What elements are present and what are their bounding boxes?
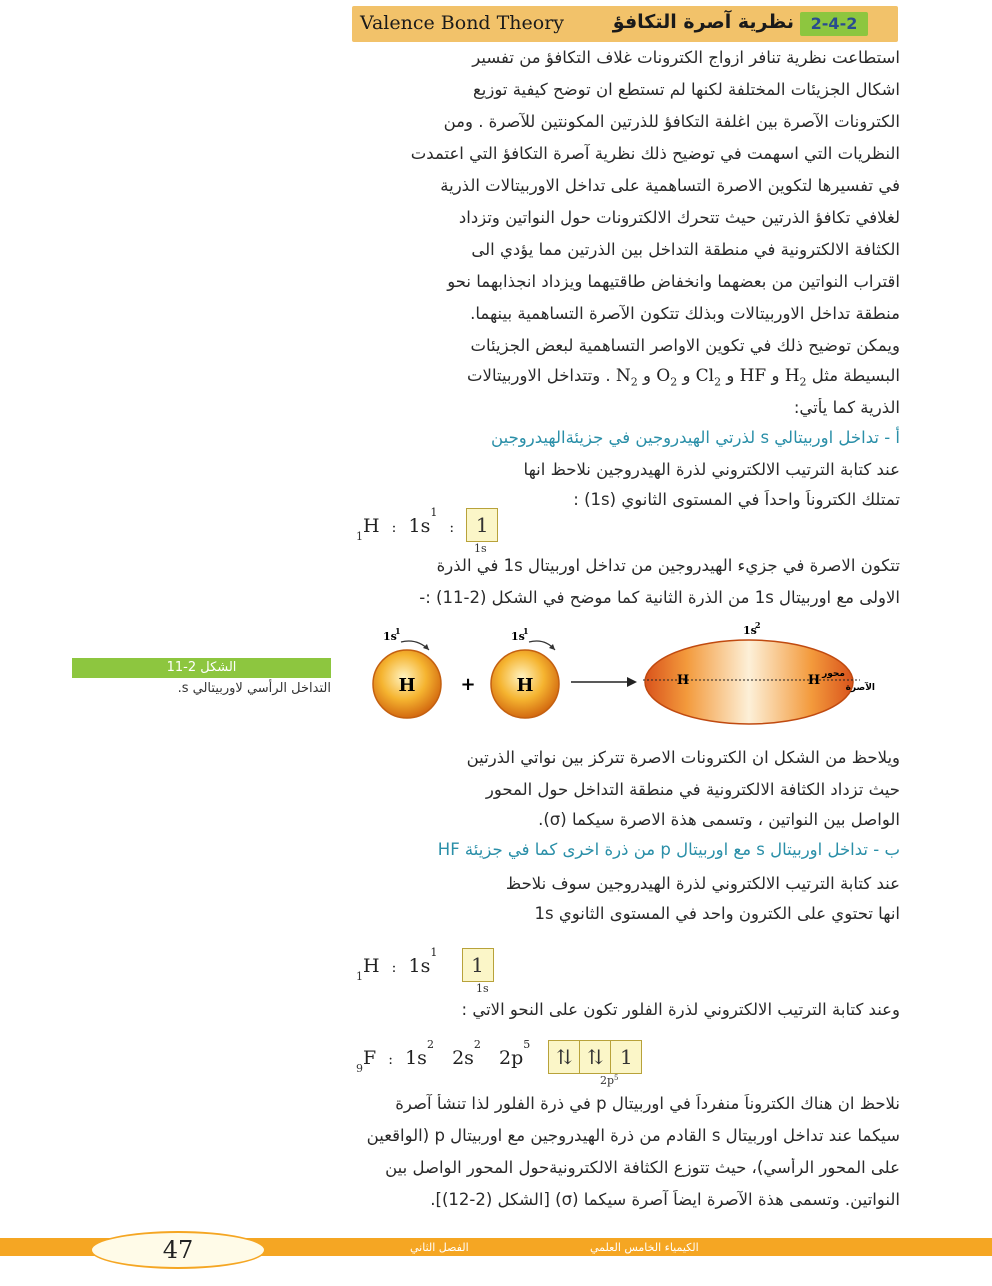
text-line: على المحور الرأسي)، حيث تتوزع الكثافة الالكترونيةحول المحور الواصل بين xyxy=(385,1158,900,1177)
orbital-box: ⇅ xyxy=(580,1040,611,1074)
orbital-box-label: $2p^5$ xyxy=(600,1074,619,1087)
h-electron-config-b: $_1$H : $1s^1$ 1 xyxy=(356,948,494,982)
text-line: تتكون الاصرة في جزيء الهيدروجين من تداخل اوربيتال 1s في الذرة xyxy=(436,556,900,575)
heading-title-en: Valence Bond Theory xyxy=(360,12,565,34)
text-line: تمتلك الكتروناً واحداً في المستوى الثانوي (1s) : xyxy=(573,490,900,509)
text-line: اقتراب النواتين من بعضهما وانخفاض طاقتيهما ويزداد انجذابهما نحو xyxy=(447,272,900,291)
footer-book-title: الكيمياء الخامس العلمي xyxy=(590,1241,699,1254)
orbital-box: 1 xyxy=(462,948,494,982)
text-line: نلاحظ ان هناك الكتروناً منفرداً في اوربيتال p في ذرة الفلور لذا تنشأ آصرة xyxy=(395,1094,900,1113)
atom-label: H xyxy=(398,675,416,696)
orbital-box: 1 xyxy=(466,508,498,542)
text-line: اشكال الجزيئات المختلفة لكنها لم تستطع ان توضح كيفية توزيع xyxy=(473,80,900,99)
text-line: استطاعت نظرية تنافر ازواج الكترونات غلاف التكافؤ من تفسير xyxy=(472,48,900,67)
atom-label: H xyxy=(516,675,534,696)
orbital-label: 1s xyxy=(383,630,397,643)
f-electron-config: $_9$F : $1s^2$ $2s^2$ $2p^5$ ⇅ ⇅ 1 xyxy=(356,1040,642,1074)
heading-title-ar: نظرية آصرة التكافؤ xyxy=(612,11,794,33)
text-line: النواتين. وتسمى هذة الآصرة ايضاً آصرة سيكما (σ) [الشكل (2-12)]. xyxy=(430,1190,900,1209)
text-line: الكثافة الالكترونية في منطقة التداخل بين الذرتين مما يؤدي الى xyxy=(471,240,900,259)
page-number: 47 xyxy=(90,1231,266,1269)
molecules-line: البسيطة مثل $H_2$ و HF و $Cl_2$ و $O_2$ و $N_2$ . وتتداخل الاوربيتالات xyxy=(467,366,900,389)
spin-arrow xyxy=(401,641,429,650)
text-line: عند كتابة الترتيب الالكتروني لذرة الهيدروجين سوف نلاحظ xyxy=(505,874,900,893)
orbital-box-label: 1s xyxy=(474,542,487,555)
text-line: الاولى مع اوربيتال 1s من الذرة الثانية كما موضح في الشكل (2-11) :- xyxy=(419,588,900,607)
text-line: الواصل بين النواتين ، وتسمى هذة الاصرة سيكما (σ). xyxy=(538,810,900,829)
svg-text:2: 2 xyxy=(755,620,761,630)
atom-label: H xyxy=(676,673,690,688)
axis-label: الآصرة xyxy=(845,683,875,693)
text-line: منطقة تداخل الاوربيتالات وبذلك تتكون الآصرة التساهمية بينهما. xyxy=(470,304,900,323)
subheading-b: ب - تداخل اوربيتال s مع اوربيتال p من ذرة اخرى كما في جزيئة HF xyxy=(437,840,900,859)
orbital-label: 1s xyxy=(511,630,525,643)
heading-number: 2-4-2 xyxy=(800,12,868,36)
text-line: الذرية كما يأتي: xyxy=(793,398,900,417)
bond-orbital-label: 1s xyxy=(743,624,757,637)
plus-sign: + xyxy=(460,674,476,695)
text-line: انها تحتوي على الكترون واحد في المستوى الثانوي 1s xyxy=(534,904,900,923)
figure-caption-text: التداخل الرأسي لاوربيتالي s. xyxy=(177,681,331,696)
text-line: عند كتابة الترتيب الالكتروني لذرة الهيدروجين نلاحظ انها xyxy=(523,460,900,479)
text-line: سيكما عند تداخل اوربيتال s القادم من ذرة الهيدروجين مع اوربيتال p (الواقعين xyxy=(366,1126,900,1145)
text-line: ويمكن توضيح ذلك في تكوين الاواصر التساهمية لبعض الجزيئات xyxy=(470,336,900,355)
h-electron-config-a: $_1$H : $1s^1$ : 1 xyxy=(356,508,498,542)
footer-chapter: الفصل الثاني xyxy=(410,1241,469,1254)
svg-text:1: 1 xyxy=(395,626,401,636)
atom-label: H xyxy=(807,673,821,688)
orbital-box: ⇅ xyxy=(548,1040,580,1074)
text-line: في تفسيرها لتكوين الاصرة التساهمية على تداخل الاوربيتالات الذرية xyxy=(440,176,900,195)
text-line: الكترونات الآصرة بين اغلفة التكافؤ للذرتين المكونتين للآصرة . ومن xyxy=(443,112,900,131)
orbital-overlap-figure xyxy=(355,620,900,738)
figure-caption-title: الشكل 2-11 xyxy=(72,658,331,678)
text-line: وعند كتابة الترتيب الالكتروني لذرة الفلور تكون على النحو الاتي : xyxy=(461,1000,900,1019)
text-line: ويلاحظ من الشكل ان الكترونات الاصرة تتركز بين نواتي الذرتين xyxy=(466,748,900,767)
text-line: النظريات التي اسهمت في توضيح ذلك نظرية آصرة التكافؤ التي اعتمدت xyxy=(410,144,900,163)
subheading-a: أ - تداخل اوربيتالي s لذرتي الهيدروجين في جزيئةالهيدروجين xyxy=(491,428,900,447)
orbital-box: 1 xyxy=(611,1040,642,1074)
section-heading xyxy=(352,6,898,42)
text-line: حيث تزداد الكثافة الالكترونية في منطقة التداخل حول المحور xyxy=(485,780,900,799)
axis-label: محور xyxy=(822,669,845,679)
svg-text:1: 1 xyxy=(523,626,529,636)
text-line: لغلافي تكافؤ الذرتين حيث تتحرك الالكترونات حول النواتين وتزداد xyxy=(458,208,900,227)
orbital-box-label: 1s xyxy=(476,982,489,995)
